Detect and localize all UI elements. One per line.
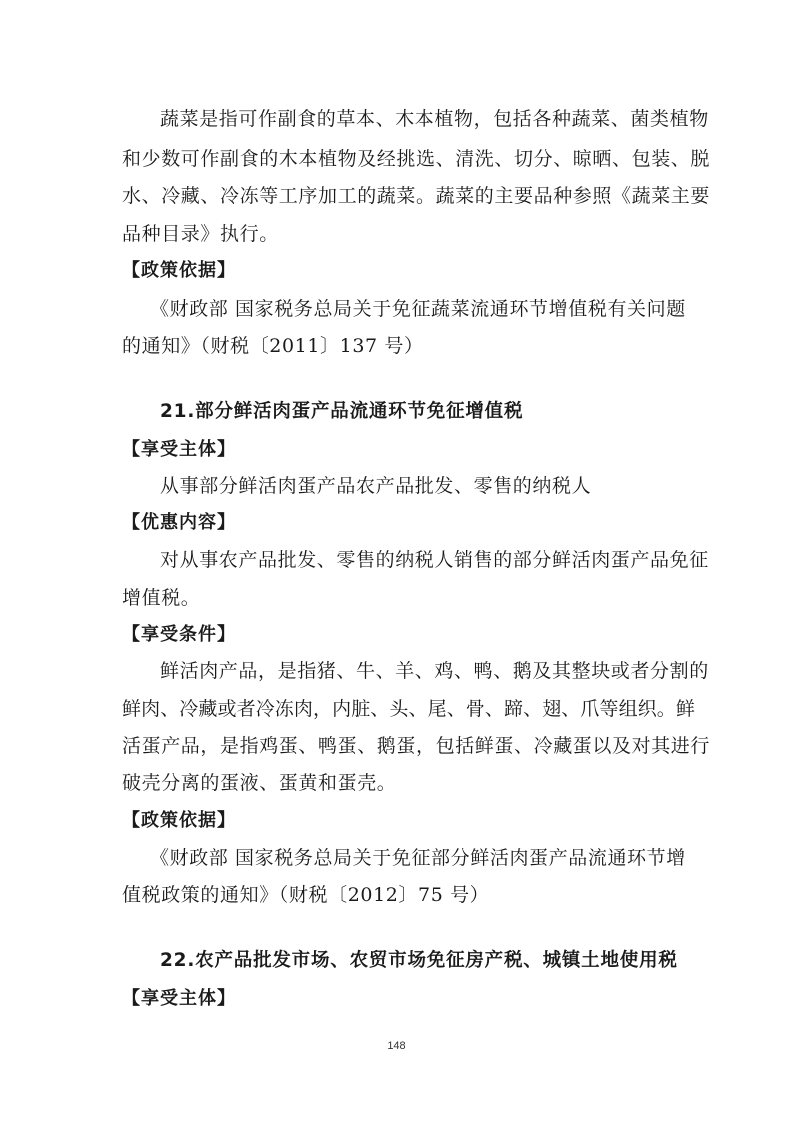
section-label-conditions: 【享受条件】 xyxy=(122,624,236,645)
page-number: 148 xyxy=(387,1040,406,1052)
section-label-policy-basis: 【政策依据】 xyxy=(122,260,236,281)
paragraph-line: 的通知》（财税〔2011〕137 号） xyxy=(122,335,424,357)
paragraph-line: 对从事农产品批发、零售的纳税人销售的部分鲜活肉蛋产品免征 xyxy=(160,549,709,571)
section-label-benefit-content: 【优惠内容】 xyxy=(122,512,236,533)
paragraph-line: 活蛋产品，是指鸡蛋、鸭蛋、鹅蛋，包括鲜蛋、冷藏蛋以及对其进行 xyxy=(122,735,711,757)
paragraph-line: 品种目录》执行。 xyxy=(122,223,279,245)
paragraph-line: 水、冷藏、冷冻等工序加工的蔬菜。蔬菜的主要品种参照《蔬菜主要 xyxy=(122,185,711,207)
paragraph-line: 值税政策的通知》（财税〔2012〕75 号） xyxy=(122,884,490,906)
section-label-beneficiary: 【享受主体】 xyxy=(122,988,236,1009)
section-heading-22: 22.农产品批发市场、农贸市场免征房产税、城镇土地使用税 xyxy=(160,950,678,971)
section-label-policy-basis: 【政策依据】 xyxy=(122,810,236,831)
paragraph-line: 《财政部 国家税务总局关于免征部分鲜活肉蛋产品流通环节增 xyxy=(150,847,686,869)
paragraph-line: 增值税。 xyxy=(122,587,201,609)
section-label-beneficiary: 【享受主体】 xyxy=(122,439,236,460)
paragraph-line: 从事部分鲜活肉蛋产品农产品批发、零售的纳税人 xyxy=(160,475,592,497)
paragraph-line: 《财政部 国家税务总局关于免征蔬菜流通环节增值税有关问题 xyxy=(150,298,686,320)
paragraph-line: 鲜活肉产品，是指猪、牛、羊、鸡、鸭、鹅及其整块或者分割的 xyxy=(160,660,709,682)
paragraph-line: 蔬菜是指可作副食的草本、木本植物，包括各种蔬菜、菌类植物 xyxy=(160,108,709,130)
section-heading-21: 21.部分鲜活肉蛋产品流通环节免征增值税 xyxy=(160,401,524,422)
paragraph-line: 鲜肉、冷藏或者冷冻肉，内脏、头、尾、骨、蹄、翅、爪等组织。鲜 xyxy=(122,698,696,720)
paragraph-line: 和少数可作副食的木本植物及经挑选、清洗、切分、晾晒、包装、脱 xyxy=(122,148,711,170)
paragraph-line: 破壳分离的蛋液、蛋黄和蛋壳。 xyxy=(122,772,397,794)
